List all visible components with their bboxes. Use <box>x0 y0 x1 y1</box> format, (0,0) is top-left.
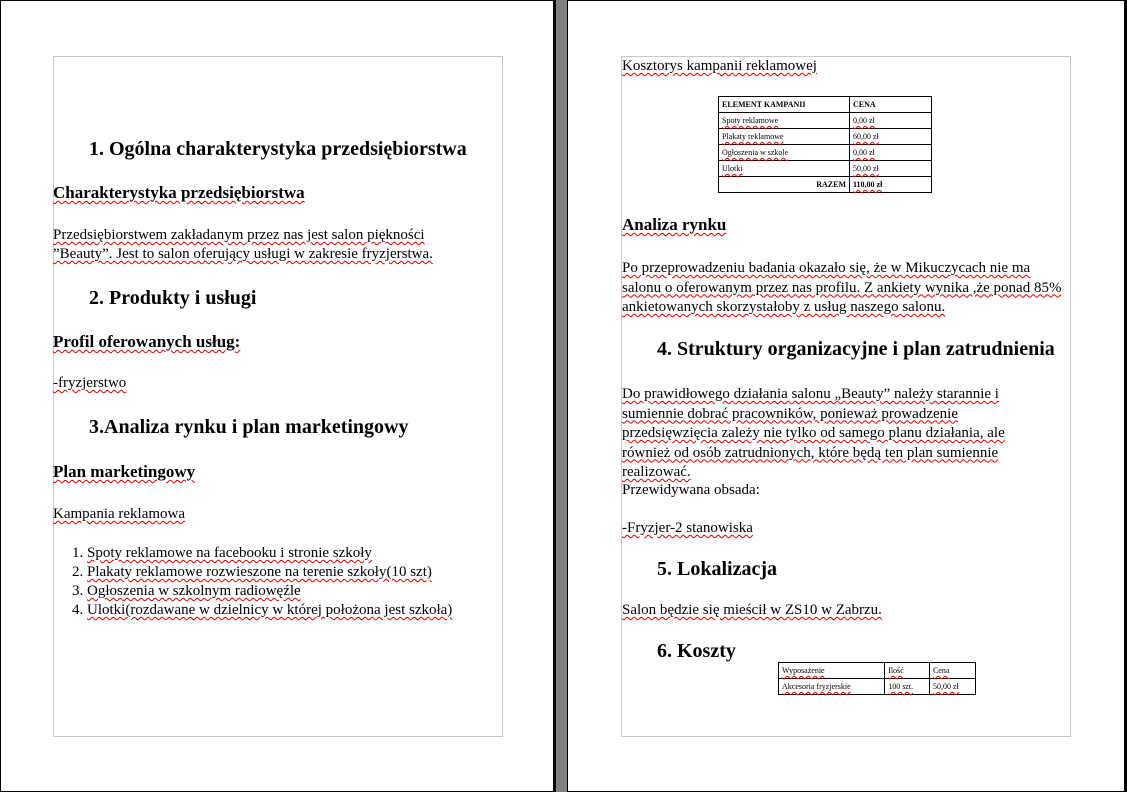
paragraph: Po przeprowadzeniu badania okazało się, że w Mikuczycach nie ma salonu o oferowanym przez nas profilu. Z ankiety wynika ,że ponad 85% ankietowanych skorzystałoby z usług naszego salonu. <box>622 260 1062 315</box>
list-item: 2. Plakaty reklamowe rozwieszone na terenie szkoły(10 szt) <box>87 563 452 582</box>
table-header: Ilość <box>885 663 930 679</box>
heading-2: Plan marketingowy <box>53 462 196 481</box>
paragraph: Salon będzie się mieścił w ZS10 w Zabrzu. <box>622 602 882 618</box>
heading-3: 3.Analiza rynku i plan marketingowy <box>89 416 409 438</box>
table-cell: Ogłoszenia w szkole <box>719 145 850 161</box>
campaign-cost-table <box>718 96 932 193</box>
heading-1: 1. Ogólna charakterystyka przedsiębiorstwa <box>89 138 467 160</box>
heading-2-products: 2. Produkty i usługi <box>89 287 257 309</box>
table-cell: 60,00 zł <box>850 129 932 145</box>
paragraph: ”Beauty”. Jest to salon oferujący usługi w zakresie fryzjerstwa. <box>53 246 433 262</box>
table-cell: Ulotki <box>719 161 850 177</box>
heading-6: 6. Koszty <box>657 640 736 662</box>
table-header: ELEMENT KAMPANII <box>719 97 850 113</box>
total-label: RAZEM <box>719 177 850 193</box>
total-value: 110,00 zł <box>850 177 932 193</box>
table-cell: Plakaty reklamowe <box>719 129 850 145</box>
paragraph: Do prawidłowego działania salonu „Beauty” należy starannie i sumiennie dobrać pracowników, ponieważ prowadzenie przedsięwzięcia zależy nie tylko od samego planu działania, ale również od osób zatrudnionych, które będą ten plan sumiennie realizować. <box>622 386 1005 480</box>
table-cell: 0,00 zł <box>850 145 932 161</box>
table-cell: 100 szt. <box>885 679 930 695</box>
list-item: 3. Ogłoszenia w szkolnym radiowęźle <box>87 582 452 601</box>
list-item: 1. Spoty reklamowe na facebooku i stronie szkoły <box>87 544 452 563</box>
paragraph: Przewidywana obsada: <box>622 482 760 498</box>
table-cell: Spoty reklamowe <box>719 113 850 129</box>
heading-4: 4. Struktury organizacyjne i plan zatrudnienia <box>657 338 1055 360</box>
heading-2: Charakterystyka przedsiębiorstwa <box>53 183 305 202</box>
document-page-2 <box>567 0 1127 792</box>
table-cell: 0,00 zł <box>850 113 932 129</box>
paragraph: -fryzjerstwo <box>53 375 127 391</box>
campaign-list <box>53 544 452 620</box>
heading-5: 5. Lokalizacja <box>657 558 777 580</box>
table-cell: 50,00 zł <box>929 679 975 695</box>
table-cell: 50,00 zł <box>850 161 932 177</box>
table-header: Cena <box>929 663 975 679</box>
heading-2: Profil oferowanych usług: <box>53 332 241 351</box>
heading-2: Analiza rynku <box>622 215 727 234</box>
list-item: 4. Ulotki(rozdawane w dzielnicy w której położona jest szkoła) <box>87 601 452 620</box>
equipment-cost-table <box>778 662 976 695</box>
document-page-1 <box>0 0 556 792</box>
table-cell: Akcesoria fryzjerskie <box>779 679 885 695</box>
table-header: CENA <box>850 97 932 113</box>
table-header: Wyposażenie <box>779 663 885 679</box>
cost-title: Kosztorys kampanii reklamowej <box>622 58 817 74</box>
paragraph: Kampania reklamowa <box>53 506 186 522</box>
paragraph: -Fryzjer-2 stanowiska <box>622 520 753 536</box>
paragraph: Przedsiębiorstwem zakładanym przez nas jest salon piękności <box>53 227 425 243</box>
